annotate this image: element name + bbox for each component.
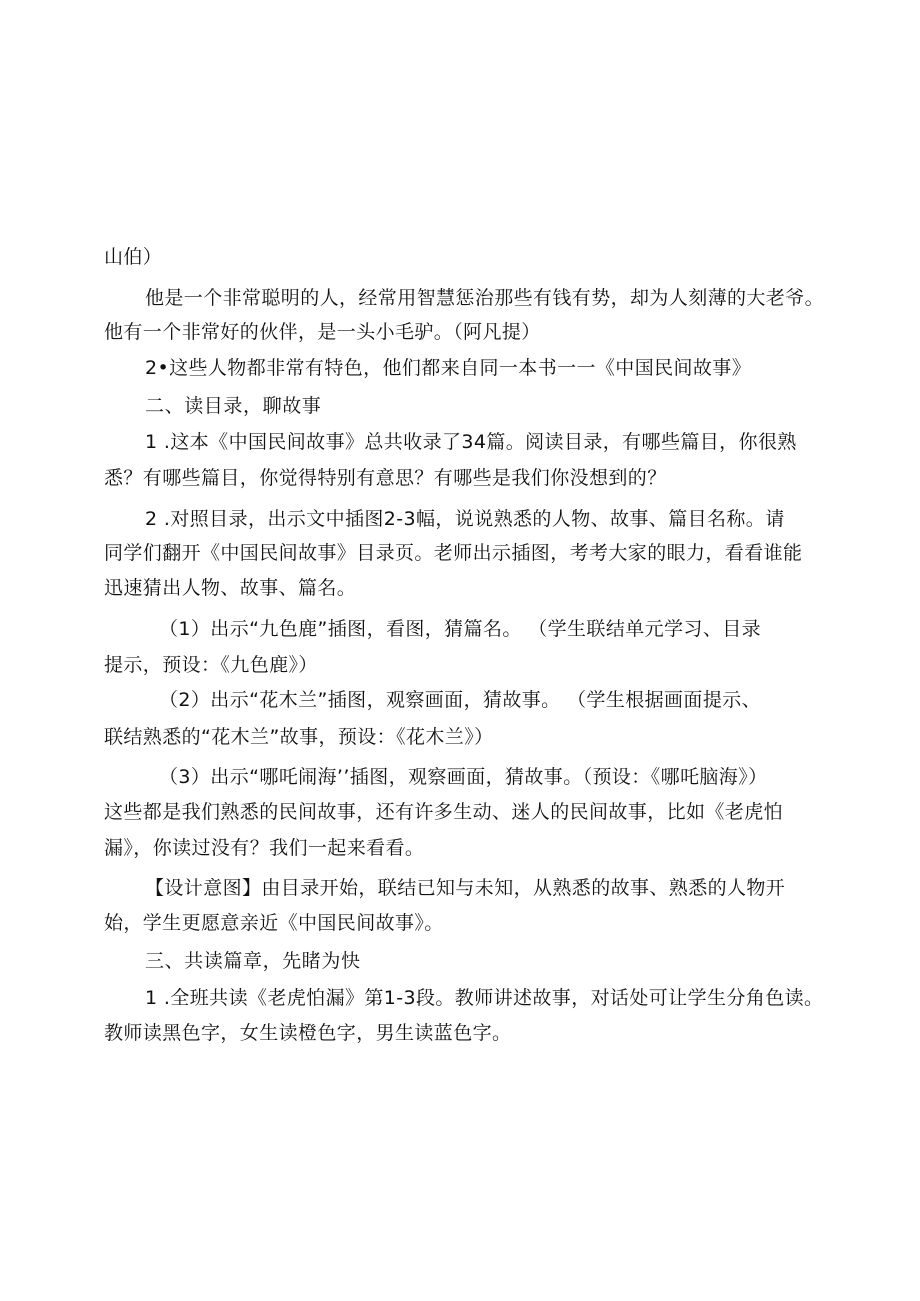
text-line-3: 他有一个非常好的伙伴，是一头小毛驴。（阿凡提） bbox=[104, 321, 541, 343]
text-line-1: 山伯） bbox=[104, 246, 163, 268]
text-line-4: 2•这些人物都非常有特色，他们都来自同一本书一一《中国民间故事》 bbox=[145, 357, 752, 379]
text-line-2: 他是一个非常聪明的人，经常用智慧惩治那些有钱有势，却为人刻薄的大老爷。 bbox=[145, 287, 825, 309]
section-heading-2: 二、读目录，聊故事 bbox=[145, 395, 322, 417]
text-line-10: 迅速猜出人物、故事、篇名。 bbox=[104, 577, 357, 599]
text-line-9: 同学们翻开《中国民间故事》目录页。老师出示插图，考考大家的眼力，看看谁能 bbox=[104, 542, 803, 564]
text-line-21: 1 .全班共读《老虎怕漏》第1-3段。教师讲述故事，对话处可让学生分角色读。 bbox=[145, 987, 824, 1009]
text-line-12: 提示，预设：《九色鹿》） bbox=[104, 654, 318, 676]
text-line-22: 教师读黑色字，女生读橙色字，男生读蓝色字。 bbox=[104, 1022, 512, 1044]
text-line-11: （1）出示“九色鹿”插图，看图，猜篇名。 （学生联结单元学习、目录 bbox=[159, 618, 762, 640]
text-line-8: 2 .对照目录，出示文中插图2-3幅，说说熟悉的人物、故事、篇目名称。请 bbox=[145, 508, 785, 530]
section-heading-3: 三、共读篇章，先睹为快 bbox=[145, 950, 361, 972]
text-line-15: （3）出示“哪吒闹海’’插图，观察画面，猜故事。（预设：《哪吒脑海》） bbox=[159, 766, 768, 788]
text-line-14: 联结熟悉的“花木兰”故事，预设：《花木兰》） bbox=[104, 726, 494, 748]
text-line-7: 悉？有哪些篇目，你觉得特别有意思？有哪些是我们你没想到的？ bbox=[104, 467, 667, 489]
text-line-16: 这些都是我们熟悉的民间故事，还有许多生动、迷人的民间故事，比如《老虎怕 bbox=[104, 801, 784, 823]
design-intent-line-2: 始，学生更愿意亲近《中国民间故事》。 bbox=[104, 912, 444, 934]
text-line-13: （2）出示“花木兰”插图，观察画面，猜故事。 （学生根据画面提示、 bbox=[159, 689, 762, 711]
design-intent-line-1: 【设计意图】由目录开始，联结已知与未知，从熟悉的故事、熟悉的人物开 bbox=[145, 877, 786, 899]
text-line-6: 1 .这本《中国民间故事》总共收录了34篇。阅读目录，有哪些篇目，你很熟 bbox=[145, 431, 797, 453]
text-line-17: 漏》，你读过没有？我们一起来看看。 bbox=[104, 837, 425, 859]
